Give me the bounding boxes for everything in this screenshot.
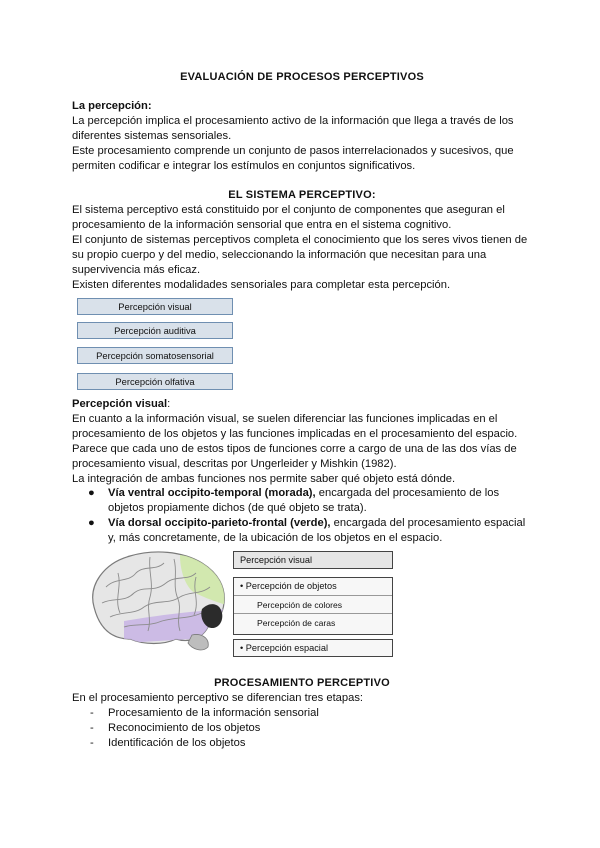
section-heading-procesamiento: PROCESAMIENTO PERCEPTIVO <box>214 677 390 689</box>
modality-box-olfativa: Percepción olfativa <box>77 373 233 390</box>
cerebellum <box>188 635 208 650</box>
diagram-objects-label: • Percepción de objetos <box>240 581 337 591</box>
paragraph-line: procesamiento de la información sensorial que entra en el sistema cognitivo. <box>72 219 452 231</box>
heading-text: Percepción visual <box>72 398 168 410</box>
visual-perception-diagram <box>233 551 393 660</box>
paragraph-line: El conjunto de sistemas perceptivos completa el conocimiento que los seres vivos tienen de <box>72 234 528 246</box>
diagram-divider <box>234 595 392 596</box>
paragraph-line: Existen diferentes modalidades sensoriales para completar esta percepción. <box>72 279 451 291</box>
diagram-spatial-box: • Percepción espacial <box>233 639 393 657</box>
paragraph-line: procesamiento de los objetos y las funciones implicadas en el procesamiento del espacio. <box>72 428 518 440</box>
bullet-bold-text: Vía dorsal occipito-parieto-frontal (verde), <box>108 517 331 529</box>
bullet-line: objetos propiamente dichos (de qué objeto se trata). <box>108 502 367 514</box>
bullet-bold-text: Vía ventral occipito-temporal (morada), <box>108 487 316 499</box>
bullet-dot-icon: ● <box>88 487 95 499</box>
bullet-line: y, más concretamente, de la ubicación de los objetos en el espacio. <box>108 532 443 544</box>
paragraph-line: permiten codificar e integrar los estímulos en conjuntos significativos. <box>72 160 416 172</box>
dash-marker: - <box>90 722 94 734</box>
modality-box-visual: Percepción visual <box>77 298 233 315</box>
paragraph-line: diferentes sistemas sensoriales. <box>72 130 232 142</box>
diagram-objects-box <box>233 577 393 635</box>
paragraph-line: El sistema perceptivo está constituido por el conjunto de componentes que aseguran el <box>72 204 505 216</box>
diagram-colors-label: Percepción de colores <box>257 600 343 610</box>
document-title: EVALUACIÓN DE PROCESOS PERCEPTIVOS <box>180 71 424 83</box>
paragraph-line: supervivencia más eficaz. <box>72 264 201 276</box>
paragraph-line: Este procesamiento comprende un conjunto de pasos interrelacionados y sucesivos, que <box>72 145 514 157</box>
diagram-header-box: Percepción visual <box>233 551 393 569</box>
paragraph-line: su propio cuerpo y del medio, seleccionando la información que necesitan para una <box>72 249 487 261</box>
paragraph-line: procesamiento visual, descritas por Ungerleider y Mishkin (1982). <box>72 458 397 470</box>
modality-box-auditiva: Percepción auditiva <box>77 322 233 339</box>
heading-colon: : <box>167 398 171 410</box>
section-heading-sistema-perceptivo: EL SISTEMA PERCEPTIVO: <box>228 189 376 201</box>
paragraph-line: Parece que cada uno de estos tipos de funciones corre a cargo de una de las dos vías de <box>72 443 517 455</box>
bullet-text: encargada del procesamiento de los <box>315 487 500 499</box>
dash-marker: - <box>90 707 94 719</box>
section-heading-percepcion: La percepción: <box>72 100 152 112</box>
diagram-faces-label: Percepción de caras <box>257 618 336 628</box>
paragraph-line: En cuanto a la información visual, se suelen diferenciar las funciones implicadas en el <box>72 413 498 425</box>
bullet-text: encargada del procesamiento espacial <box>330 517 526 529</box>
paragraph-line: La percepción implica el procesamiento activo de la información que llega a través de los <box>72 115 514 127</box>
modality-box-somatosensorial: Percepción somatosensorial <box>77 347 233 364</box>
brain-illustration <box>84 547 230 657</box>
paragraph-line: La integración de ambas funciones nos permite saber qué objeto está dónde. <box>72 473 456 485</box>
list-item-text: Procesamiento de la información sensorial <box>108 707 319 719</box>
bullet-item-dorsal <box>88 516 534 546</box>
bullet-dot-icon: ● <box>88 517 95 529</box>
list-item-text: Reconocimiento de los objetos <box>108 722 261 734</box>
bullet-line <box>108 516 533 531</box>
list-item-text: Identificación de los objetos <box>108 737 246 749</box>
bullet-item-ventral <box>88 486 534 516</box>
section-heading-percepcion-visual <box>72 397 532 412</box>
bullet-line <box>108 486 533 501</box>
dash-marker: - <box>90 737 94 749</box>
paragraph-line: En el procesamiento perceptivo se diferencian tres etapas: <box>72 692 364 704</box>
diagram-divider <box>234 613 392 614</box>
